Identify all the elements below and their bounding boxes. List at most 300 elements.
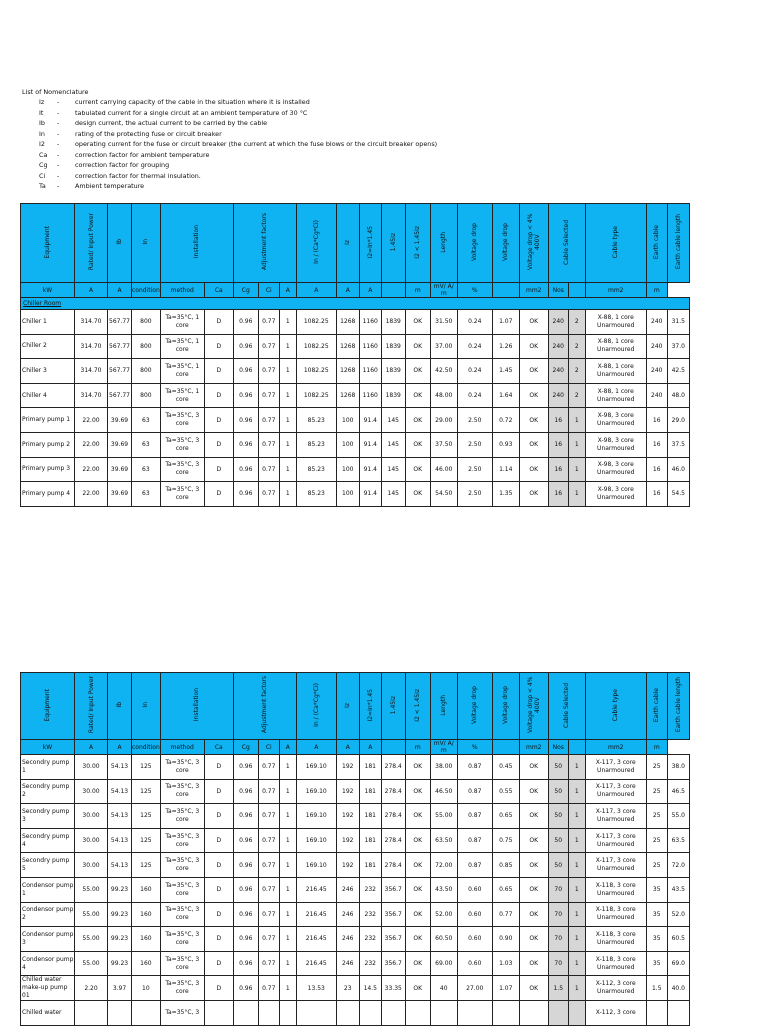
cell-earth: 240 (646, 310, 667, 335)
cell-method: D (204, 804, 233, 829)
cell-iz145: 33.35 (381, 976, 405, 1001)
header-in (132, 673, 161, 740)
nomenclature-row (22, 129, 437, 139)
unit-cell: Ca (204, 283, 233, 298)
cell-ib: 567.77 (108, 334, 132, 359)
nomenclature-description: correction factor for ambient temperature (75, 150, 210, 159)
header-earth-cable-length-label: Earth cable length (674, 214, 682, 270)
nomenclature-row (22, 118, 437, 128)
cell-vd (457, 1001, 492, 1026)
cell-earth: 25 (646, 755, 667, 780)
cell-ci: 1 (279, 779, 296, 804)
header-i2 (359, 204, 381, 283)
cell-iz: 100 (336, 408, 359, 433)
unit-cell: condition (132, 283, 161, 298)
cell-iz: 192 (336, 828, 359, 853)
cell-ci: 1 (279, 877, 296, 902)
cell-pct: 1.35 (492, 482, 519, 507)
nomenclature-description: operating current for the fuse or circuit breaker (the current at which the fuse blows or the circuit breaker opens) (75, 140, 438, 149)
cell-i2: 1160 (359, 383, 381, 408)
nomenclature-row (22, 139, 437, 149)
cell-len: 40 (430, 976, 457, 1001)
cell-method: D (204, 432, 233, 457)
cell-iz145: 356.7 (381, 877, 405, 902)
cell-ca: 0.96 (233, 334, 258, 359)
header-1-45iz (381, 204, 405, 283)
header-adjustment-factors (233, 673, 296, 740)
cell-kw: 314.70 (75, 334, 108, 359)
nomenclature-row (22, 108, 437, 118)
cell-i2: 181 (359, 755, 381, 780)
cell-mm2: 240 (548, 334, 568, 359)
unit-cell: mm2 (519, 740, 548, 755)
cell-ci: 1 (279, 432, 296, 457)
cell-earth: 240 (646, 383, 667, 408)
cell-len: 42.50 (430, 359, 457, 384)
cell-cg: 0.77 (258, 951, 279, 976)
cell-ca: 0.96 (233, 804, 258, 829)
cell-iz: 246 (336, 927, 359, 952)
cell-pct: 0.75 (492, 828, 519, 853)
cell-elen: 46.0 (667, 457, 689, 482)
cell-cg: 0.77 (258, 877, 279, 902)
cell-in: 800 (132, 359, 161, 384)
cell-pct: 0.65 (492, 877, 519, 902)
cell-kw: 30.00 (75, 755, 108, 780)
cell-ib: 54.13 (108, 804, 132, 829)
cell-it: 216.45 (296, 927, 336, 952)
nomenclature-description: current carrying capacity of the cable in the situation where it is installed (75, 98, 310, 107)
header-installation-label: Installation (193, 225, 201, 259)
unit-cell: mm2 (585, 740, 646, 755)
cell-method: D (204, 853, 233, 878)
cell-cg: 0.77 (258, 828, 279, 853)
cell-iz145: 145 (381, 457, 405, 482)
cell-eq: Condensor pump 2 (21, 902, 75, 927)
cell-method: D (204, 951, 233, 976)
cell-it: 85.23 (296, 457, 336, 482)
cell-i2: 91.4 (359, 482, 381, 507)
header-equipment-label: Equipment (44, 688, 51, 722)
nomenclature-symbol: Ca (39, 150, 48, 159)
cell-method: D (204, 457, 233, 482)
cell-cg (258, 1001, 279, 1026)
cell-mm2: 1.5 (548, 976, 568, 1001)
header-voltage-drop-limit-label: Voltage drop < 4% 400V (526, 213, 541, 271)
cell-nos: 1 (568, 828, 585, 853)
cell-kw: 55.00 (75, 902, 108, 927)
cell-earth: 240 (646, 334, 667, 359)
header-1-45iz-label: 1.45Iz (389, 695, 397, 715)
unit-cell: Ci (258, 283, 279, 298)
cell-cond: Ta=35°C, 1 core (160, 310, 204, 335)
cell-chk: OK (405, 804, 430, 829)
header-i2-check-label: I2 < 1.45Iz (414, 225, 422, 259)
cell-mm2: 16 (548, 482, 568, 507)
cell-mm2: 50 (548, 804, 568, 829)
header-i2-label: I2=In*1.45 (366, 225, 374, 259)
cell-nos: 1 (568, 976, 585, 1001)
nomenclature-row (22, 181, 437, 191)
unit-cell: Cg (233, 740, 258, 755)
cell-it: 1082.25 (296, 310, 336, 335)
cell-vchk: OK (519, 457, 548, 482)
cell-mm2: 240 (548, 310, 568, 335)
cell-earth: 35 (646, 927, 667, 952)
nomenclature-dash: - (57, 161, 60, 170)
cell-ib: 99.23 (108, 951, 132, 976)
header-voltage-drop-limit (519, 204, 548, 283)
cell-ctype: X-117, 3 core Unarmoured (585, 828, 646, 853)
nomenclature-row (22, 160, 437, 170)
cell-eq: Condensor pump 3 (21, 927, 75, 952)
unit-cell: m (405, 740, 430, 755)
cell-mm2: 16 (548, 432, 568, 457)
cell-earth: 25 (646, 828, 667, 853)
unit-cell: mV/ A/ m (430, 283, 457, 298)
header-voltage-drop-pct-label: Voltage drop (502, 222, 510, 262)
cell-chk: OK (405, 976, 430, 1001)
header-i2-check (405, 204, 430, 283)
cell-elen: 37.0 (667, 334, 689, 359)
cell-ctype: X-118, 3 core Unarmoured (585, 951, 646, 976)
cell-ib: 567.77 (108, 310, 132, 335)
cell-len (430, 1001, 457, 1026)
unit-cell: method (160, 740, 204, 755)
cell-len: 43.50 (430, 877, 457, 902)
nomenclature-description: tabulated current for a single circuit at an ambient temperature of 30 °C (75, 108, 308, 117)
cell-cg: 0.77 (258, 457, 279, 482)
cell-mm2: 240 (548, 359, 568, 384)
cell-chk: OK (405, 853, 430, 878)
header-voltage-drop (457, 673, 492, 740)
cell-in: 63 (132, 408, 161, 433)
cell-iz145: 356.7 (381, 902, 405, 927)
cell-iz145: 145 (381, 432, 405, 457)
cell-iz: 100 (336, 432, 359, 457)
cell-eq: Chiller 3 (21, 359, 75, 384)
nomenclature-symbol: I2 (39, 140, 45, 149)
unit-cell (381, 283, 405, 298)
cell-cond: Ta=35°C, 3 (160, 1001, 204, 1026)
cell-i2: 232 (359, 877, 381, 902)
cell-cg: 0.77 (258, 902, 279, 927)
header-ib (108, 204, 132, 283)
cable-table-chiller-room (20, 203, 690, 507)
header-earth-cable-label: Earth cable (653, 224, 661, 260)
cell-vd: 0.60 (457, 902, 492, 927)
cell-ib: 54.13 (108, 755, 132, 780)
header-voltage-drop-label: Voltage drop (471, 222, 479, 262)
cell-vchk: OK (519, 432, 548, 457)
cell-it: 169.10 (296, 804, 336, 829)
cell-method: D (204, 902, 233, 927)
cell-ctype: X-98, 3 core Unarmoured (585, 482, 646, 507)
cell-it: 169.10 (296, 755, 336, 780)
cell-ca: 0.96 (233, 408, 258, 433)
cell-vchk: OK (519, 951, 548, 976)
cell-cond: Ta=35°C, 3 core (160, 927, 204, 952)
cell-vd: 2.50 (457, 482, 492, 507)
cell-vchk: OK (519, 828, 548, 853)
cell-ib: 99.23 (108, 902, 132, 927)
cell-cond: Ta=35°C, 3 core (160, 755, 204, 780)
cell-nos: 1 (568, 408, 585, 433)
nomenclature-dash: - (57, 150, 60, 159)
cell-ib: 99.23 (108, 877, 132, 902)
cell-ctype: X-98, 3 core Unarmoured (585, 408, 646, 433)
cell-cond: Ta=35°C, 3 core (160, 902, 204, 927)
nomenclature-dash: - (57, 108, 60, 117)
unit-cell: A (108, 740, 132, 755)
cell-it: 216.45 (296, 877, 336, 902)
cell-cg: 0.77 (258, 408, 279, 433)
cell-in: 160 (132, 927, 161, 952)
header-1-45iz (381, 673, 405, 740)
header-adjustment-factors (233, 204, 296, 283)
cell-method: D (204, 877, 233, 902)
cell-chk: OK (405, 383, 430, 408)
cell-pct: 0.65 (492, 804, 519, 829)
cell-vchk: OK (519, 877, 548, 902)
cell-eq: Chilled water (21, 1001, 75, 1026)
cell-iz: 246 (336, 902, 359, 927)
cell-ib: 39.69 (108, 457, 132, 482)
cell-mm2: 16 (548, 457, 568, 482)
cell-elen: 29.0 (667, 408, 689, 433)
header-installation (160, 673, 233, 740)
cell-ctype: X-118, 3 core Unarmoured (585, 927, 646, 952)
header-it-formula (296, 673, 336, 740)
nomenclature-description: correction factor for thermal insulation. (75, 171, 201, 180)
unit-cell: A (108, 283, 132, 298)
cell-ci: 1 (279, 334, 296, 359)
cell-chk: OK (405, 927, 430, 952)
unit-cell: A (296, 283, 336, 298)
header-installation (160, 204, 233, 283)
cell-vd: 27.00 (457, 976, 492, 1001)
cell-vd: 0.60 (457, 951, 492, 976)
cell-kw: 55.00 (75, 951, 108, 976)
header-rated-power (75, 673, 108, 740)
cell-vd: 0.24 (457, 334, 492, 359)
unit-cell (381, 740, 405, 755)
cell-cg: 0.77 (258, 976, 279, 1001)
cell-iz145: 145 (381, 408, 405, 433)
header-ib-label: Ib (116, 702, 123, 708)
nomenclature-symbol: In (39, 129, 45, 138)
unit-cell: kW (21, 283, 75, 298)
cell-iz145: 278.4 (381, 755, 405, 780)
cell-ci: 1 (279, 383, 296, 408)
cell-chk: OK (405, 408, 430, 433)
cell-ci: 1 (279, 359, 296, 384)
cell-earth: 25 (646, 853, 667, 878)
cell-method: D (204, 383, 233, 408)
cell-i2: 181 (359, 853, 381, 878)
cell-elen: 55.0 (667, 804, 689, 829)
cell-chk: OK (405, 310, 430, 335)
unit-cell: % (457, 740, 492, 755)
cell-chk: OK (405, 432, 430, 457)
cell-chk (405, 1001, 430, 1026)
table-row (21, 779, 690, 804)
table-row (21, 482, 690, 507)
header-in-label: In (142, 702, 150, 708)
cell-len: 38.00 (430, 755, 457, 780)
table-row (21, 877, 690, 902)
cell-ca: 0.96 (233, 902, 258, 927)
cell-len: 31.50 (430, 310, 457, 335)
cell-ib (108, 1001, 132, 1026)
cell-iz: 1268 (336, 359, 359, 384)
cell-iz: 192 (336, 804, 359, 829)
cell-kw: 22.00 (75, 408, 108, 433)
cell-len: 55.00 (430, 804, 457, 829)
cell-iz145: 278.4 (381, 779, 405, 804)
cell-chk: OK (405, 877, 430, 902)
cell-iz145: 278.4 (381, 804, 405, 829)
cell-in: 125 (132, 779, 161, 804)
cell-mm2: 70 (548, 877, 568, 902)
cell-elen: 52.0 (667, 902, 689, 927)
unit-cell: mm2 (585, 283, 646, 298)
cell-nos: 1 (568, 432, 585, 457)
header-voltage-drop-pct (492, 673, 519, 740)
cell-vd: 0.87 (457, 779, 492, 804)
cell-chk: OK (405, 951, 430, 976)
nomenclature-symbol: Cg (39, 161, 48, 170)
cell-i2: 1160 (359, 359, 381, 384)
cell-vd: 0.24 (457, 359, 492, 384)
cell-earth: 16 (646, 457, 667, 482)
cell-kw: 314.70 (75, 310, 108, 335)
header-iz (336, 673, 359, 740)
cell-nos: 1 (568, 779, 585, 804)
cell-pct: 0.77 (492, 902, 519, 927)
cell-kw: 30.00 (75, 828, 108, 853)
cell-eq: Secondry pump 1 (21, 755, 75, 780)
cell-ib: 39.69 (108, 432, 132, 457)
cell-len: 69.00 (430, 951, 457, 976)
cell-it: 85.23 (296, 432, 336, 457)
header-voltage-drop-label: Voltage drop (471, 685, 479, 725)
cell-vchk: OK (519, 408, 548, 433)
cell-ib: 99.23 (108, 927, 132, 952)
cell-cg: 0.77 (258, 432, 279, 457)
cell-mm2 (548, 1001, 568, 1026)
nomenclature-dash: - (57, 129, 60, 138)
header-earth-cable (646, 673, 667, 740)
cell-mm2: 70 (548, 951, 568, 976)
cell-len: 48.00 (430, 383, 457, 408)
cell-cg: 0.77 (258, 853, 279, 878)
table-row (21, 976, 690, 1001)
cell-eq: Chiller 1 (21, 310, 75, 335)
cell-ca (233, 1001, 258, 1026)
cell-ci (279, 1001, 296, 1026)
cell-eq: Condensor pump 4 (21, 951, 75, 976)
cell-ctype: X-112, 3 core (585, 1001, 646, 1026)
cell-in: 10 (132, 976, 161, 1001)
cell-ci: 1 (279, 482, 296, 507)
cell-method: D (204, 828, 233, 853)
cell-ca: 0.96 (233, 432, 258, 457)
cell-cond: Ta=35°C, 3 core (160, 828, 204, 853)
cell-elen: 40.0 (667, 976, 689, 1001)
cell-ca: 0.96 (233, 927, 258, 952)
cell-mm2: 70 (548, 902, 568, 927)
cell-iz: 1268 (336, 383, 359, 408)
cell-in: 160 (132, 902, 161, 927)
header-length-label: Length (440, 694, 448, 716)
cell-elen: 38.0 (667, 755, 689, 780)
cell-in: 125 (132, 804, 161, 829)
cell-pct: 1.07 (492, 976, 519, 1001)
unit-cell: Ci (258, 740, 279, 755)
cell-i2 (359, 1001, 381, 1026)
cell-vchk: OK (519, 927, 548, 952)
cell-i2: 1160 (359, 334, 381, 359)
cell-cg: 0.77 (258, 779, 279, 804)
cell-it: 85.23 (296, 482, 336, 507)
cell-ci: 1 (279, 976, 296, 1001)
header-earth-cable (646, 204, 667, 283)
cell-pct: 1.64 (492, 383, 519, 408)
header-it-formula (296, 204, 336, 283)
cell-vchk: OK (519, 310, 548, 335)
cell-chk: OK (405, 828, 430, 853)
cell-eq: Primary pump 4 (21, 482, 75, 507)
nomenclature-dash: - (57, 171, 60, 180)
cell-mm2: 240 (548, 383, 568, 408)
cell-ca: 0.96 (233, 877, 258, 902)
cell-ctype: X-98, 3 core Unarmoured (585, 457, 646, 482)
cell-ib: 39.69 (108, 408, 132, 433)
nomenclature-row (22, 97, 437, 107)
cell-ci: 1 (279, 408, 296, 433)
nomenclature-dash: - (57, 119, 60, 128)
cell-kw (75, 1001, 108, 1026)
table-row (21, 755, 690, 780)
cell-ib: 3.97 (108, 976, 132, 1001)
nomenclature-dash: - (57, 140, 60, 149)
cell-kw: 314.70 (75, 383, 108, 408)
cell-elen: 69.0 (667, 951, 689, 976)
cell-nos: 1 (568, 804, 585, 829)
cell-nos: 2 (568, 310, 585, 335)
cable-table-pumps (20, 672, 690, 1026)
table-row (21, 310, 690, 335)
cell-vd: 2.50 (457, 408, 492, 433)
cell-len: 37.00 (430, 334, 457, 359)
cell-vd: 0.87 (457, 828, 492, 853)
header-cable-type (585, 673, 646, 740)
header-i2-check (405, 673, 430, 740)
cell-method: D (204, 927, 233, 952)
cell-in: 800 (132, 310, 161, 335)
cell-cg: 0.77 (258, 310, 279, 335)
cell-earth: 16 (646, 482, 667, 507)
cell-ib: 54.13 (108, 779, 132, 804)
cell-iz: 1268 (336, 334, 359, 359)
cell-vd: 0.60 (457, 877, 492, 902)
cell-pct: 0.72 (492, 408, 519, 433)
header-i2-check-label: I2 < 1.45Iz (414, 688, 422, 722)
header-cable-type (585, 204, 646, 283)
unit-cell: method (160, 283, 204, 298)
cell-kw: 314.70 (75, 359, 108, 384)
